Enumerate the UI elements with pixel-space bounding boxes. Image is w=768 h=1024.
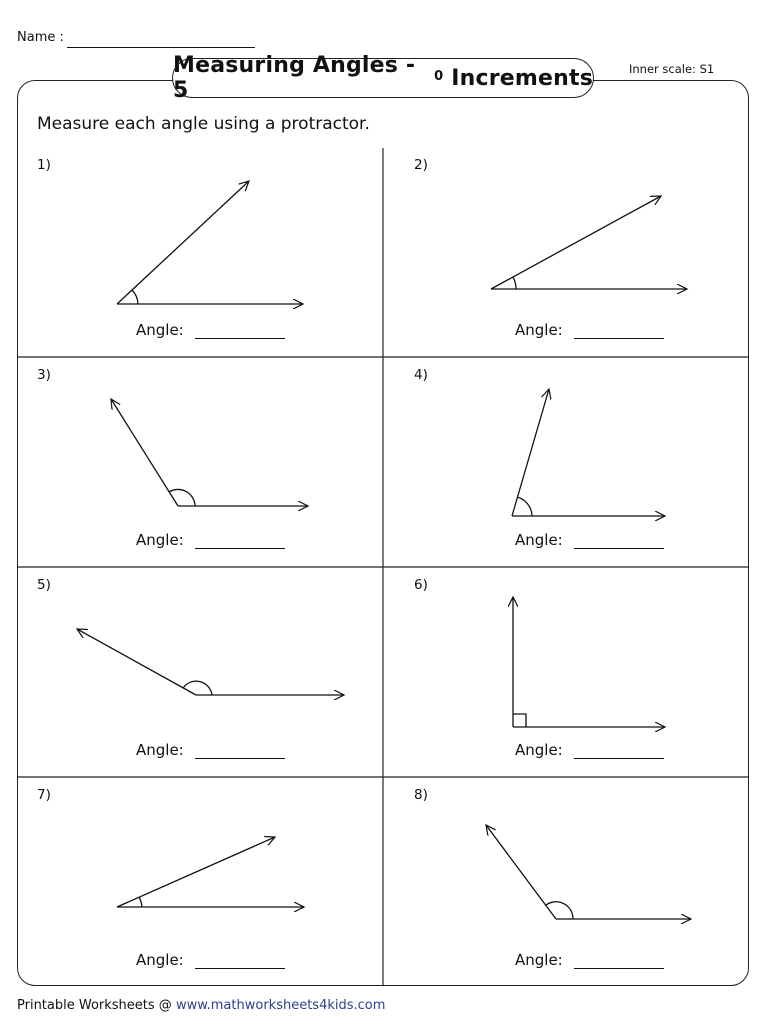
footer-prefix: Printable Worksheets @ (17, 998, 176, 1013)
problem-number: 4) (414, 367, 428, 383)
problem-cell-5 (17, 567, 383, 777)
title-superscript: 0 (434, 68, 444, 84)
problem-number: 8) (414, 787, 428, 803)
angle-answer-label: Angle: (136, 951, 184, 969)
angle-answer-blank[interactable] (195, 548, 285, 549)
footer (17, 998, 385, 1013)
problem-number: 5) (37, 577, 51, 593)
inner-scale-label: Inner scale: S1 (629, 62, 715, 76)
name-label: Name : (17, 30, 64, 45)
angle-answer-label: Angle: (515, 741, 563, 759)
footer-link[interactable]: www.mathworksheets4kids.com (175, 998, 386, 1013)
title-rest: Increments (443, 65, 593, 91)
problem-cell-1 (17, 147, 383, 357)
angle-answer-blank[interactable] (574, 758, 664, 759)
problem-number: 3) (37, 367, 51, 383)
angle-answer-label: Angle: (136, 531, 184, 549)
problem-number: 2) (414, 157, 428, 173)
angle-answer-blank[interactable] (574, 338, 664, 339)
problem-cell-7 (17, 777, 383, 987)
title-main: Measuring Angles - 5 (173, 53, 416, 103)
problem-cell-2 (383, 147, 749, 357)
angle-answer-blank[interactable] (574, 968, 664, 969)
problem-number: 6) (414, 577, 428, 593)
angle-answer-label: Angle: (515, 531, 563, 549)
problem-cell-6 (383, 567, 749, 777)
problem-cell-8 (383, 777, 749, 987)
angle-answer-blank[interactable] (574, 548, 664, 549)
angle-answer-label: Angle: (515, 321, 563, 339)
angle-answer-label: Angle: (136, 321, 184, 339)
problem-number: 7) (37, 787, 51, 803)
angle-answer-blank[interactable] (195, 338, 285, 339)
angle-answer-label: Angle: (136, 741, 184, 759)
problem-cell-3 (17, 357, 383, 567)
problem-number: 1) (37, 157, 51, 173)
angle-answer-label: Angle: (515, 951, 563, 969)
angle-answer-blank[interactable] (195, 758, 285, 759)
angle-answer-blank[interactable] (195, 968, 285, 969)
problem-cell-4 (383, 357, 749, 567)
instructions: Measure each angle using a protractor. (37, 114, 370, 134)
